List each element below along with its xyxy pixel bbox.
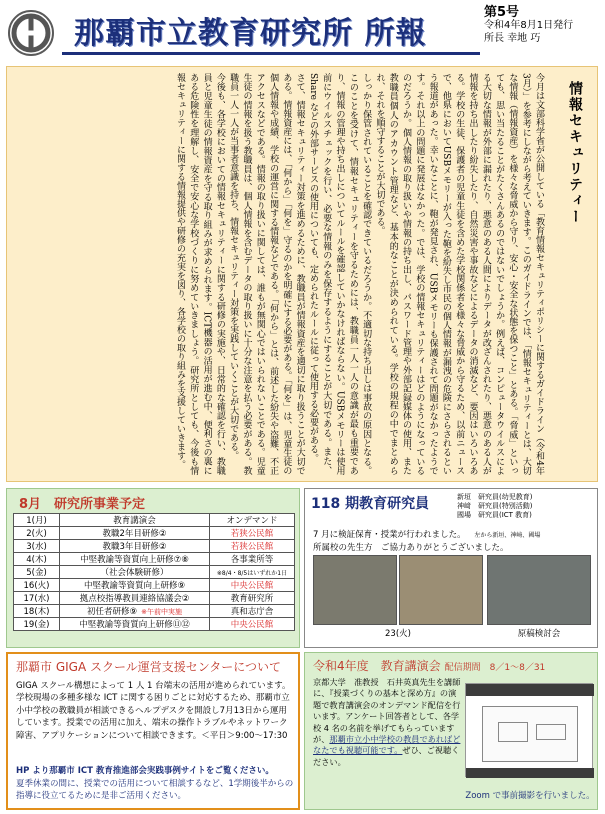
schedule-event: [60, 605, 210, 618]
schedule-row: [14, 592, 295, 605]
research-photo-note: 左から新垣、神﨑、國場: [474, 532, 541, 539]
schedule-row: [14, 618, 295, 631]
article-paragraph: 今月は文部科学省が公開している「教育情報セキュリティポリシーに関するガイドライン（令和4年3月）」を参考にしながら考えていきます。このガイドラインでは、「情報セキュリティーとは、大切な情報（情報資産）を様々な脅威から守り、安心・安全な状態を保つこと」とある。「脅威」といっても、思い当たることがたくさんあるのではないでしょうか。例えば、コンピュータウイルスによる大切な情報が外部に漏れたり、悪意のある人間によりデータが改ざんされたり、悪意のある人が情報を持ち出したり紛失したり、自然災害や事故などによるデータの消滅など、要因はいろいろある。学校の生徒、保護者の児童生徒を含めた学校関係者を様々な脅威から守るため、以前ニュースで、他県においてUSBメモリーが入った鞄を紛失し市民の個人情報が漏洩の危険にさらされるという報道があった。幸いなことに、鞄が発見され、USBメモリーも保護されて問題がなかったようです。それ以上の問題に発展はなかった。では、学校の情報セキュリティーはどのようになっているのだろうか。個人情報の取り扱いや情報の持ち出し、パスワード管理や外部記録媒体の使用、また教職員個人のアカウント管理など、基本的なことが決められている。学校の規程の中でまとめられ、それを順守することが大切である。: [374, 73, 544, 475]
meeting-photo: [487, 555, 591, 625]
schedule-table: [13, 513, 295, 631]
city-emblem-icon: [8, 10, 54, 56]
schedule-place: 真和志庁舎: [210, 605, 295, 618]
zoom-screenshot: [465, 683, 593, 777]
schedule-place: 中央公民館: [210, 618, 295, 631]
research-members: [457, 493, 532, 520]
schedule-date: 5(金): [14, 566, 60, 579]
schedule-date: 16(火): [14, 579, 60, 592]
article-paragraph: 今後も、各学校においての情報セキュリティーに関する研修の実施や、日常的な確認を行い、教職員と児童生徒の情報資産を守る取り組みが求められます。ICT機器の活用が進む中、便利さの裏にある危険性を理解し、安全で安心な学校づくりに努めていきましょう。研究所としても、今後も情報セキュリティーに関する情報提供や研修の充実を図り、各学校の取り組みを支援していきます。: [174, 73, 225, 475]
classroom-photo: [399, 555, 483, 625]
director-name: 所長 幸地 巧: [484, 33, 541, 44]
zoom-caption: Zoom で事前撮影を行いました。: [465, 791, 595, 801]
schedule-date: 19(金): [14, 618, 60, 631]
giga-summer-note: 夏季休業の間に、授業での活用について相談するなど、1学期後半からの指導に役立てるために是非ご活用ください。: [16, 779, 294, 802]
schedule-place: 若狭公民館: [210, 540, 295, 553]
schedule-row: [14, 514, 295, 527]
schedule-event-note: ※午前中実施: [141, 608, 182, 616]
schedule-place: ※8/4・8/5はいずれか1日: [210, 566, 295, 579]
schedule-date: 4(木): [14, 553, 60, 566]
issue-info: [484, 6, 599, 45]
schedule-row: [14, 540, 295, 553]
lecture-body-text: 京都大学 准教授 石井英真先生を講師に、『授業づくりの基本と深め方』の演題で教育講演会のオンデマンド配信を行います。アンケート回答者として、各学校 4 名の名前を挙げてもらっていますが、: [313, 677, 461, 745]
schedule-row: [14, 566, 295, 579]
member-item: 國場 研究員(ICT 教育): [457, 511, 532, 519]
schedule-place: 中央公民館: [210, 579, 295, 592]
giga-title: 那覇市 GIGA スクール運営支援センターについて: [16, 660, 282, 674]
schedule-date: 2(火): [14, 527, 60, 540]
classroom-photo: [313, 555, 397, 625]
lecture-body-end: ぜひ、ご視聴ください。: [313, 745, 460, 767]
security-article: [6, 66, 598, 482]
schedule-event-text: 初任者研修⑨: [87, 607, 138, 617]
schedule-panel: [6, 488, 300, 648]
schedule-event: 中堅教諭等資質向上研修⑦⑧: [60, 553, 210, 566]
schedule-date: 18(木): [14, 605, 60, 618]
schedule-event: 中堅教諭等資質向上研修⑨: [60, 579, 210, 592]
photo-caption: 23(火): [385, 629, 411, 639]
member-item: 神﨑 研究員(特別活動): [457, 502, 533, 510]
schedule-title: 8月 研究所事業予定: [19, 497, 146, 512]
lecture-body: [313, 677, 463, 768]
research-title: 118 期教育研究員: [311, 496, 430, 512]
schedule-event: 拠点校指導教員連絡協議会②: [60, 592, 210, 605]
header: [0, 0, 605, 66]
article-paragraph: さて、情報セキュリティー対策を進めるために、教職員が情報資産を適切に取り扱うことが大切である。情報資産には、「何から」「何を」守るのかを明確にする必要がある。「何を」は、児童生徒の個人情報や成績、学校の運営に関する情報などである。「何から」とは、前述した紛失や盗難、不正アクセスなどである。情報の取り扱いに関しては、誰もが無関心ではいられないことである。児童生徒の情報を扱う教職員は、個人情報を含むデータの取り扱いに十分な注意を払う必要がある。教職員一人一人が当事者意識を持ち、情報セキュリティー対策を実践していくことが大切である。: [228, 73, 305, 475]
photo-caption: 原稿検討会: [517, 629, 561, 639]
page-title: 那覇市立教育研究所 所報: [74, 16, 427, 51]
schedule-event: （社会体験研修）: [60, 566, 210, 579]
schedule-date: 1(月): [14, 514, 60, 527]
title-underline: [62, 52, 480, 55]
giga-panel: [6, 652, 300, 810]
issue-date: 令和4年8月1日発行: [484, 20, 574, 31]
research-desc-line: 7 月に検証保育・授業が行われました。: [313, 530, 466, 540]
lecture-title: [313, 657, 545, 674]
article-body: [15, 73, 545, 475]
lecture-title-text: 令和4年度 教育講演会: [313, 659, 441, 673]
schedule-event: 教育講演会: [60, 514, 210, 527]
schedule-date: 3(水): [14, 540, 60, 553]
schedule-row: [14, 605, 295, 618]
article-paragraph: しっかり保管されていることを確認できているだろうか。不適切な持ち出しは事故の原因となる。このことを受けて、情報セキュリティーを守るためには、教職員一人一人の意識が最も重要であり、情報の管理や持ち出しについてルールを確認していかなければならない。USBメモリーは使用前にウイルスチェックを行い、必要な情報のみを保存するようにすることが大切である。また、Share などの外部サービスの使用についても、定められたルールに従って使用する必要がある。: [307, 73, 372, 475]
schedule-date: 17(水): [14, 592, 60, 605]
lecture-panel: [304, 652, 598, 810]
schedule-place: オンデマンド: [210, 514, 295, 527]
giga-hp-note[interactable]: HP より那覇市 ICT 教育推進部会実践事例サイトをご覧ください。: [16, 766, 274, 776]
issue-number: 第5号: [484, 5, 520, 20]
schedule-place: 教育研究所: [210, 592, 295, 605]
schedule-event: 教職3年目研修②: [60, 540, 210, 553]
schedule-event: 教職2年目研修②: [60, 527, 210, 540]
research-panel: [304, 488, 598, 648]
schedule-place: 若狭公民館: [210, 527, 295, 540]
schedule-place: 各事業所等: [210, 553, 295, 566]
lecture-dist-period: 配信期間 8／1～8／31: [444, 663, 546, 673]
research-description: [313, 529, 593, 554]
schedule-row: [14, 553, 295, 566]
giga-body: GIGA スクール構想によって 1 人 1 台端末の活用が進められています。学校現場の多種多様な ICT に関する困りごとに対応するため、那覇市立小中学校の教職員が相談できるヘルプデスクを開設し7月13日から運用しています。授業での活用に加え、端末の操作トラブルやネットワーク障害、アプリケーションについて相談できます。＜平日＞9:00～17:30: [16, 681, 291, 741]
schedule-event: 中堅教諭等資質向上研修⑪⑫: [60, 618, 210, 631]
research-desc-line: 所属校の先生方 ご協力ありがとうございました。: [313, 543, 509, 553]
member-item: 新垣 研究員(幼児教育): [457, 493, 533, 501]
lecture-eligibility-link[interactable]: 那覇市立小中学校の教員であればどなたでも視聴可能です。: [313, 734, 461, 756]
schedule-row: [14, 579, 295, 592]
schedule-row: [14, 527, 295, 540]
article-title: 情報セキュリティー: [567, 81, 583, 225]
